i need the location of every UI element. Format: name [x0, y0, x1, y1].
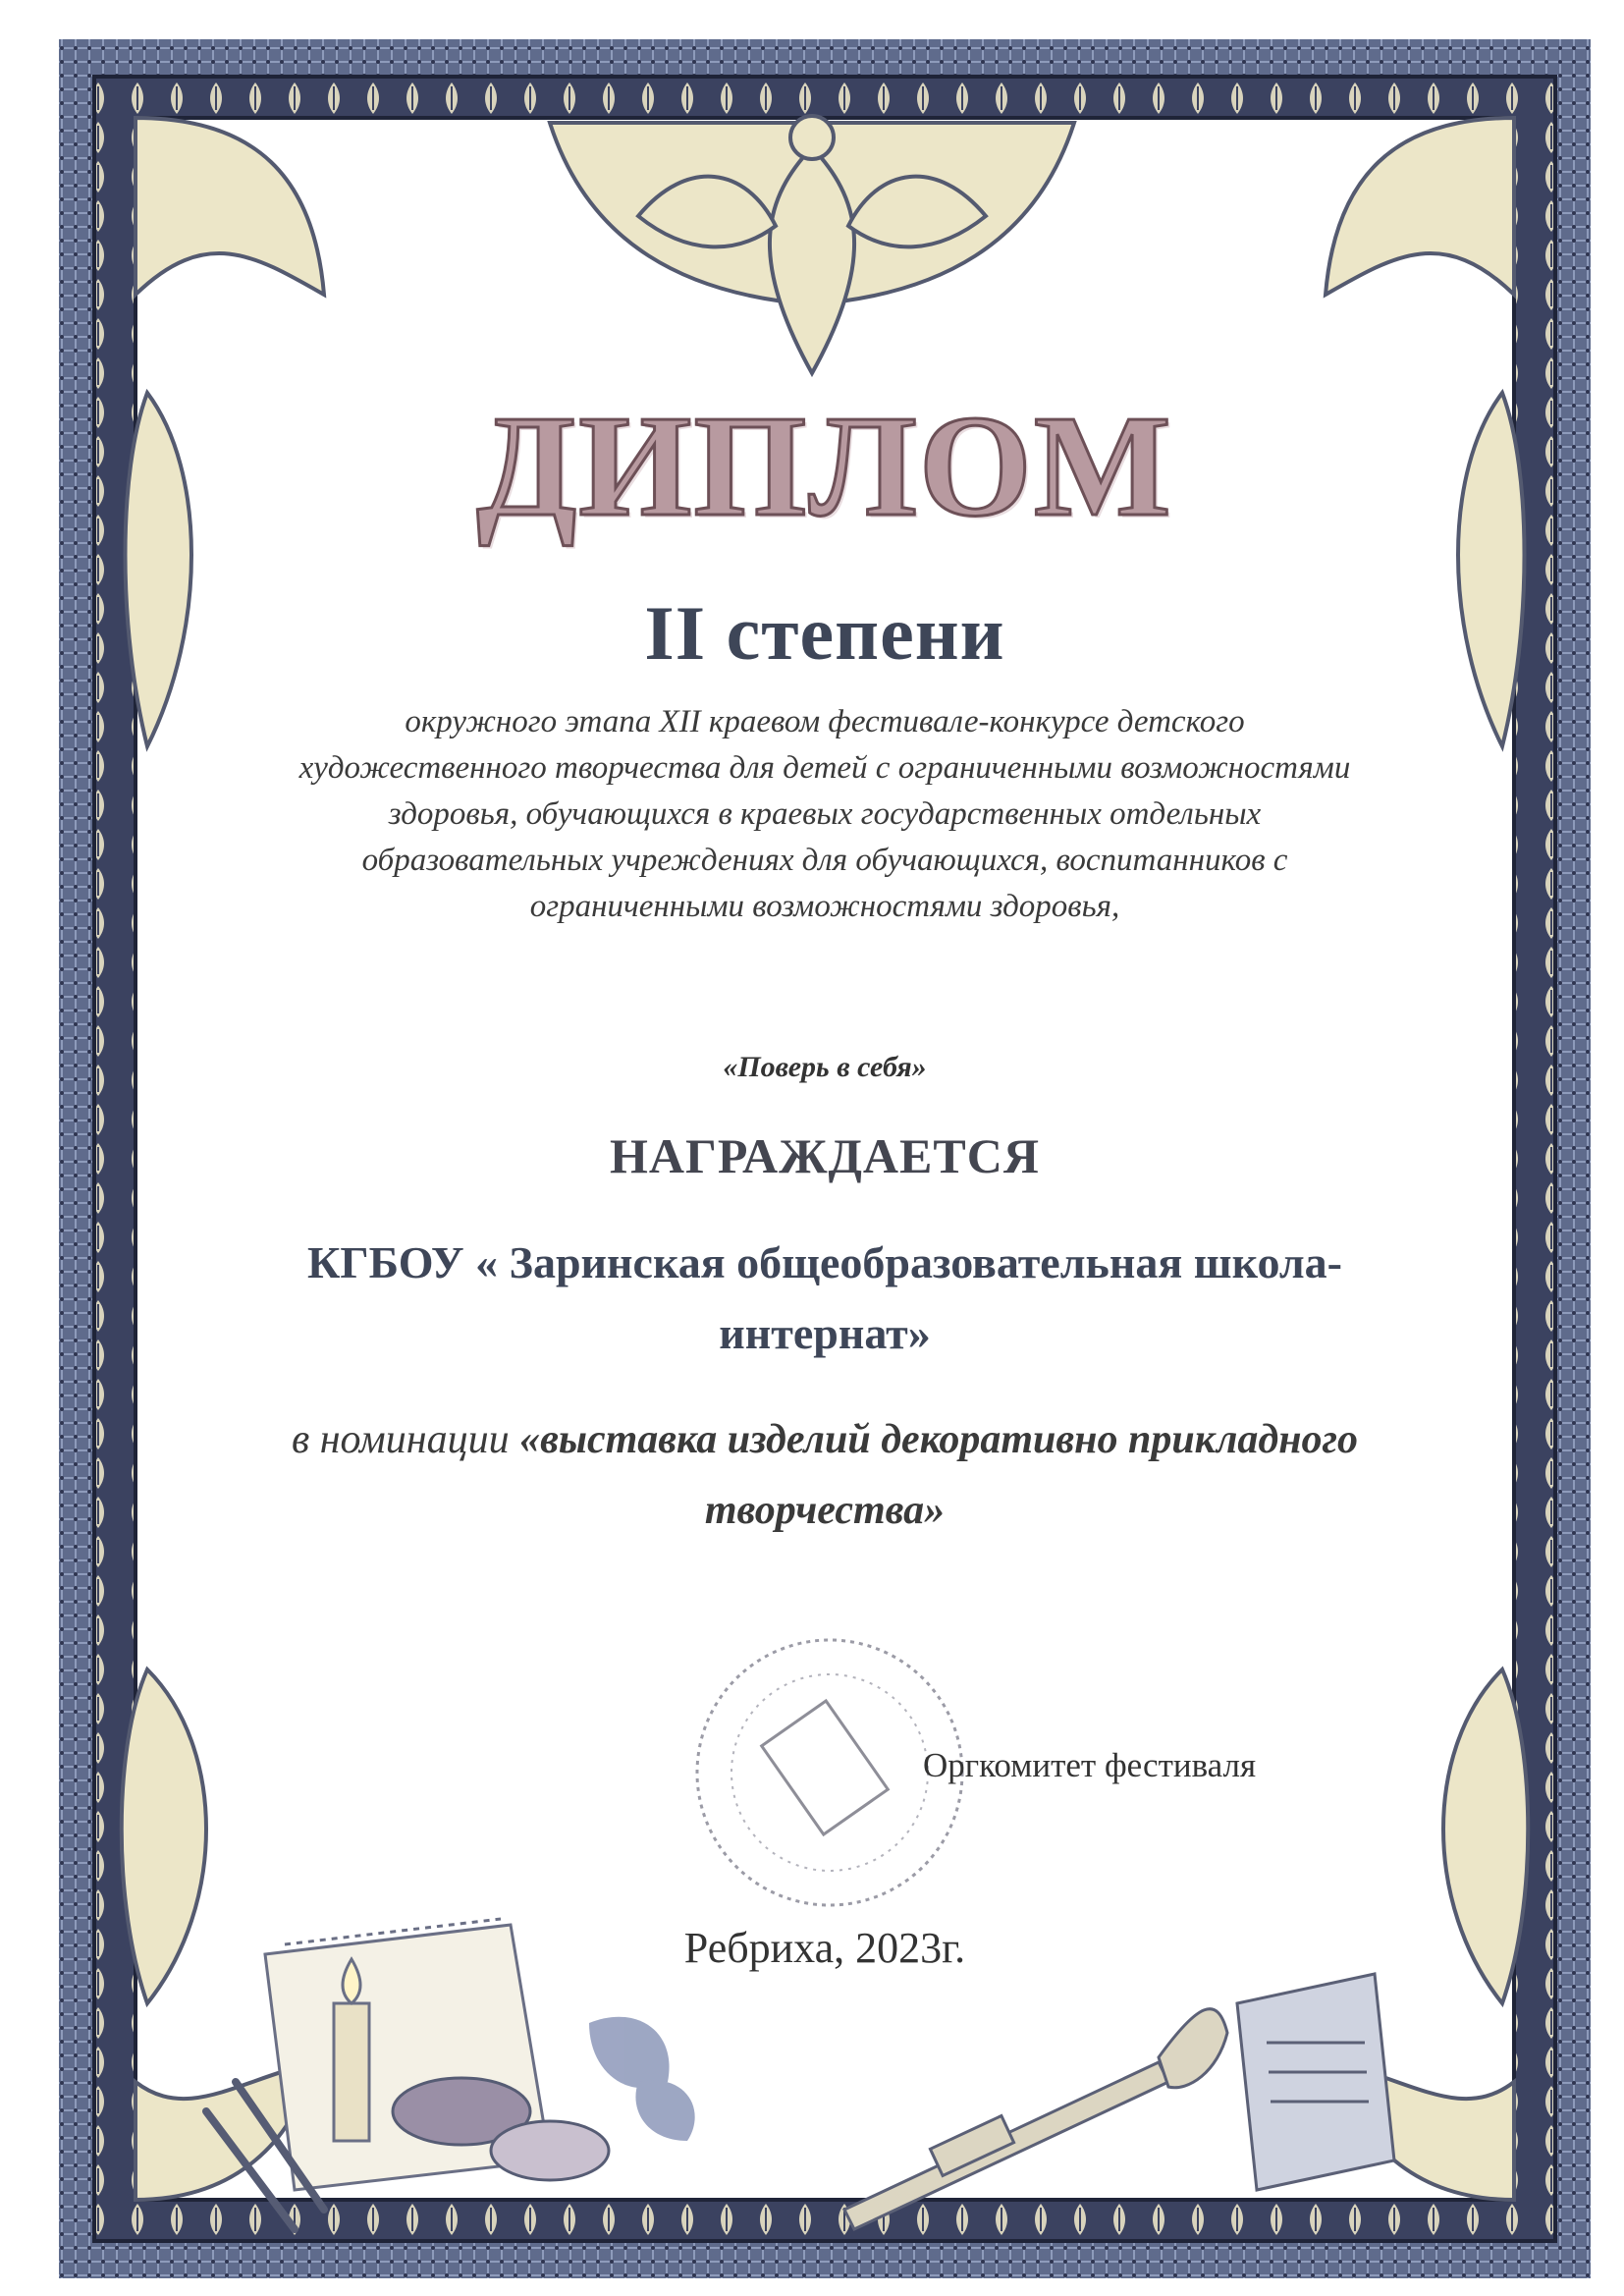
- recipient-name: КГБОУ « Заринская общеобразовательная школа-интернат»: [306, 1237, 1342, 1358]
- scroll-ornament-top: [550, 116, 1074, 373]
- place-and-date: Ребриха, 2023г.: [683, 1924, 966, 1972]
- trumpet: [844, 2009, 1227, 2229]
- awarded-label: НАГРАЖДАЕТСЯ: [610, 1128, 1040, 1183]
- event-description: окружного этапа XII краевом фестивале-конкурсе детского художественного творчества для детей с ограниченными возможностями здоровья, обучающихся в краевых государственных отдельных образовательных учреждениях для обучающихся, воспитанников с ограниченными возможностями здоровья,: [298, 704, 1351, 924]
- organizing-committee: Оргкомитет фестиваля: [923, 1746, 1257, 1784]
- nomination-name: «выставка изделий декоративно прикладного творчества»: [519, 1417, 1359, 1533]
- nomination: [265, 1404, 1384, 1546]
- festival-motto: «Поверь в себя»: [723, 1051, 927, 1083]
- diploma-degree: II степени: [644, 590, 1005, 676]
- nomination-prefix: в номинации: [291, 1417, 520, 1462]
- diploma-title: ДИПЛОМ: [476, 386, 1173, 547]
